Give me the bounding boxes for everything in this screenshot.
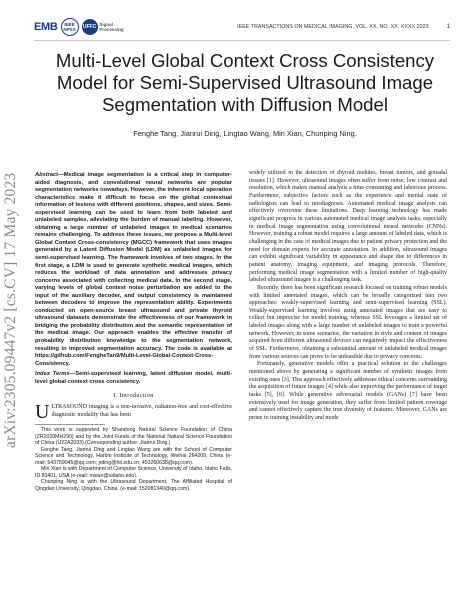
footnote-affiliation-hit: Fenghe Tang, Jianrui Ding and Lingtao Wang are with the School of Computer Science and Technology, Harbin Institute of Technology, Weihai 264209, China (e-mail: 543759045@qq.com; jrding@hit.edu.cn; 453260638@qq.com).: [35, 446, 232, 466]
body-paragraph: widely utilized in the detection of thyroid nodules, breast tumors, and gonadal tissues [1]. However, ultrasound images often suffer from noise, low contrast and resolution, which makes manual analysis a time-consuming and laborious process. Furthermore, subjective factors such as the experience and mental state of radiologists can lead to misdiagnosis. Automated medical image analysis can effectively overcome these limitations. Deep learning technology has made significant progress in various automated medical image analysis tasks, especially in medical image segmentation using convolutional neural networks (CNNs). However, training a robust model requires a large amount of labeled data, which is challenging in the case of medical images due to patient privacy protection and the need for domain experts for accurate annotation. In addition, ultrasound images can exhibit significant variability in appearance and shape due to differences in patient anatomy, imaging equipment, and imaging protocols. Therefore, performing medical image segmentation with a limited number of high-quality labeled ultrasound images is a challenging task.: [249, 170, 447, 284]
journal-name: IEEE TRANSACTIONS ON MEDICAL IMAGING, VOL. XX, NO. XX, XXXX 2023: [237, 24, 429, 30]
paper-authors: Fenghe Tang, Jianrui Ding, Lingtao Wang, Min Xian, Chunping Ning.: [133, 129, 357, 138]
section-heading-introduction: I. Introduction: [113, 392, 154, 400]
running-header: [34, 14, 450, 41]
publisher-logos: [34, 18, 123, 36]
uffc-logo: UFFC: [82, 19, 98, 35]
paper-title: Multi-Level Global Context Cross Consistency Model for Semi-Supervised Ultrasound Image Segmentation with Diffusion Model: [55, 50, 435, 115]
drop-cap: U: [35, 400, 50, 423]
abstract-text: —Medical image segmentation is a critical step in computer-aided diagnosis, and convolutional neural networks are popular segmentation networks nowadays. However, the inherent local operation characteristics make it difficult to focus on the global contextual information of lesions with different positions, shapes, and sizes. Semi-supervised learning can be used to learn from both labeled and unlabeled samples, alleviating the burden of manual labeling. However, obtaining a large number of unlabeled images in medical scenarios remains challenging. To address these issues, we propose a Multi-level Global Context Cross-consistency (MGCC) framework that uses images generated by a Latent Diffusion Model (LDM) as unlabeled images for semi-supervised learning. The framework involves of two stages. In the first stage, a LDM is used to generate synthetic medical images, which reduces the workload of data annotation and addresses privacy concerns associated with collecting medical data. In the second stage, varying levels of global context noise perturbation are added to the input of the auxiliary decoder, and output consistency is maintained between decoders to improve the representation ability. Experiments conducted on open-source breast ultrasound and private thyroid ultrasound datasets demonstrate the effectiveness of our framework in bridging the probability distribution and the semantic representation of the medical image. Our approach enables the effective transfer of probability distribution knowledge to the segmentation network, resulting in improved segmentation accuracy. The code is available at https://github.com/FengheTan9/Multi-Level-Global-Context-Cross-Consistency.: [35, 172, 232, 367]
footnote-affiliation-qingdao: Chunping Ning is with the Ultrasound Department, The Affiliated Hospital of Qingdao University, Qingdao, China. (e-mail: 152081340@qq.com).: [35, 479, 232, 492]
arxiv-stamp: arXiv:2305.09447v2 [cs.CV] 17 May 2023: [2, 172, 19, 448]
signal-processing-logo: Signal Processing: [99, 22, 124, 32]
footnote-funding: This work is supported by Shandong Natural Science Foundation of China (ZR2020MH290) and by the Joint Funds of the National Natural Science Foundation of China (U22A2033).(Corresponding author: Jianrui Ding.): [35, 427, 232, 447]
abstract-lead: Abstract: [35, 172, 59, 178]
abstract: [35, 172, 232, 368]
right-column: [249, 170, 447, 423]
body-paragraph: Fortunately, generative models offer a practical solution to the challenges mentioned above by generating a significant number of synthetic images from existing ones [3]. This approach effectively addresses ethical concerns surrounding the acquisition of future images [4] while also improving the performance of target tasks [5], [6]. While generative adversarial models (GANs) [7] have been extensively used for image generation, they suffer from limited pattern coverage and cannot effectively capture the true diversity of features. Moreover, GANs are prone to training instability and mode: [249, 361, 447, 421]
index-terms-text: —Semi-supervised learning, latent diffusion model, multi-level global context cross consistency.: [35, 371, 233, 385]
page-number: 1: [446, 24, 450, 30]
introduction-paragraph: [35, 400, 232, 423]
body-paragraph: Recently, there has been significant research focused on training robust models with limited annotated images, which can be broadly categorized into two approaches: weakly-supervised learning and semi-supervised learning (SSL). Weakly-supervised learning involves using annotated images that are easy to collect but imprecise for model training, whereas SSL leverages a limited set of labeled images along with a large number of unlabeled images to train a powerful network. However, in some scenarios, the variation in style and content of images acquired from different ultrasound devices can negatively impact the effectiveness of SSL. Furthermore, obtaining a substantial amount of unlabeled medical images from various sources can prove to be unfeasible due to privacy concerns.: [249, 284, 447, 360]
npss-logo: IEEE NPSS: [61, 18, 79, 36]
left-column: [35, 172, 232, 492]
introduction-text: LTRASOUND imaging is a non-invasive, radiation-free and cost-effective diagnostic modality that has been: [51, 403, 232, 418]
footnote-affiliation-idaho: Min Xian is with Department of Computer Science, University of Idaho, Idaho Falls, ID 83401, USA (e-mail: mxian@uidaho.edu).: [35, 466, 232, 479]
index-terms-lead: Index Terms: [35, 371, 70, 378]
index-terms: [35, 371, 232, 386]
emb-logo: EMB: [34, 21, 58, 33]
